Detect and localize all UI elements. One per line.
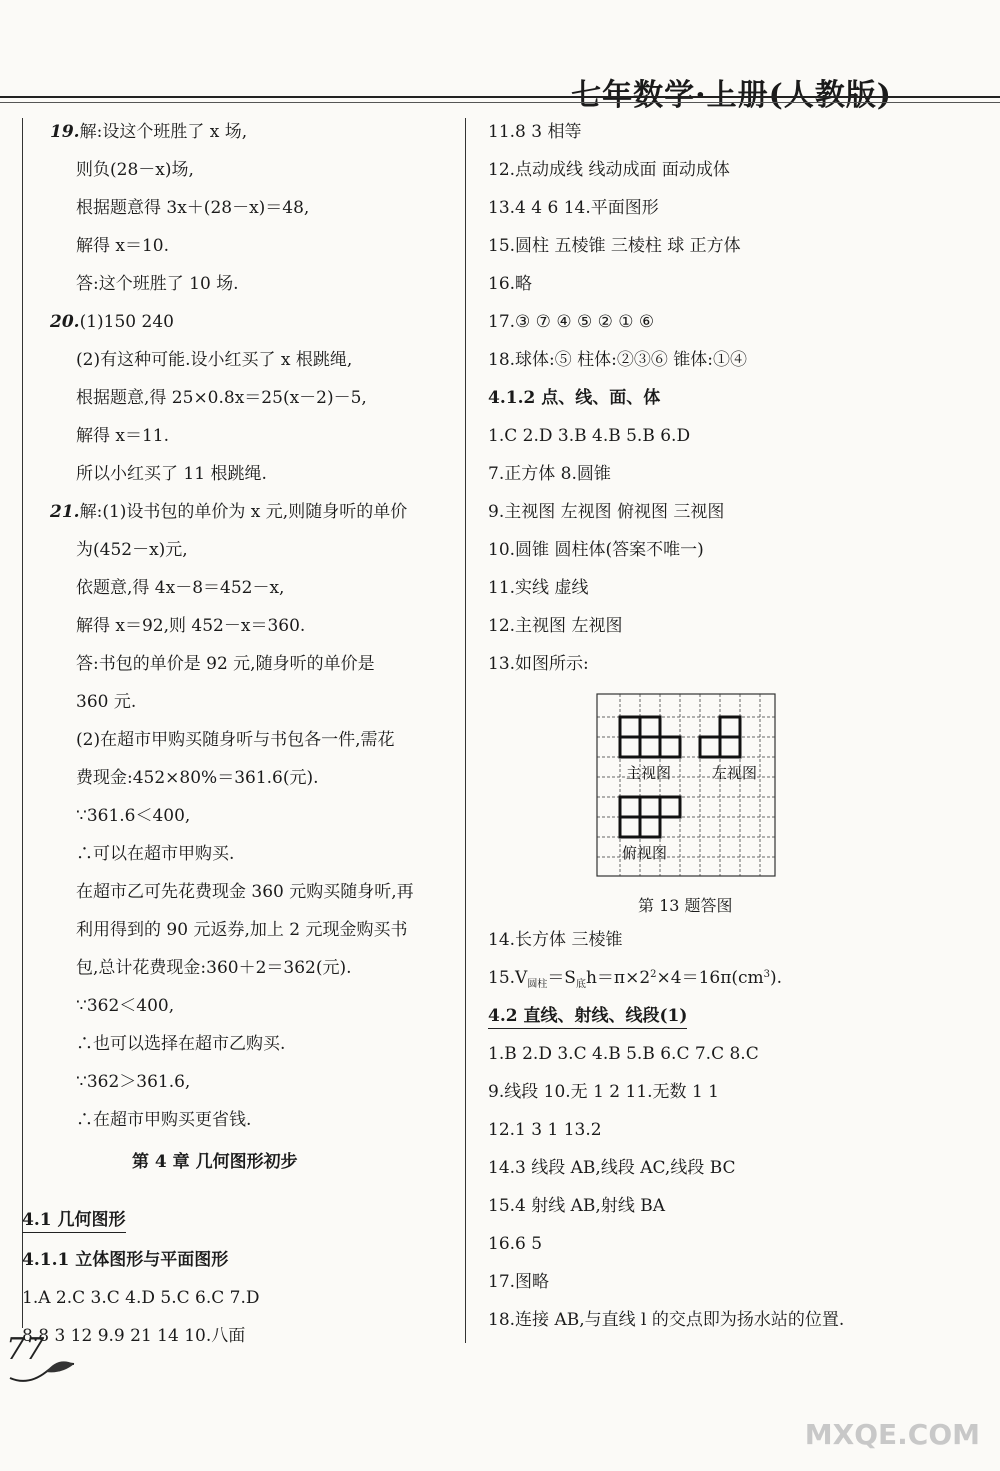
left-line: 答:这个班胜了 10 场.: [76, 274, 239, 294]
left-line: 19.解:设这个班胜了 x 场,: [50, 122, 248, 142]
left-line: 解得 x＝10.: [76, 236, 170, 256]
header-rule: [0, 96, 1000, 98]
left-line: ∴可以在超市甲购买.: [76, 844, 235, 864]
left-line: 依题意,得 4x－8＝452－x,: [76, 578, 285, 598]
left-line: 解得 x＝92,则 452－x＝360.: [76, 616, 306, 636]
answer-line: 13.如图所示:: [488, 654, 589, 674]
left-line: (2)有这种可能.设小红买了 x 根跳绳,: [76, 350, 353, 370]
answer-text: (1)150 240: [79, 312, 174, 332]
answer-line: 12.1 3 1 13.2: [488, 1120, 602, 1140]
section-4-1-1: 4.1.1 立体图形与平面图形: [22, 1250, 229, 1270]
left-line: 20.(1)150 240: [50, 312, 174, 332]
formula-tail: ×4＝16π(cm: [656, 968, 764, 988]
left-line: 包,总计花费现金:360＋2＝362(元).: [76, 958, 352, 978]
answer-line: 16.6 5: [488, 1234, 543, 1254]
answer-line: 12.点动成线 线动成面 面动成体: [488, 160, 730, 180]
side-view-shape: [700, 717, 740, 757]
formula-sup2: 3: [763, 969, 771, 980]
answer-line: 14.3 线段 AB,线段 AC,线段 BC: [488, 1158, 736, 1178]
left-line: 所以小红买了 11 根跳绳.: [76, 464, 267, 484]
page-number: 77: [6, 1332, 45, 1367]
question-number: 20: [50, 312, 74, 332]
formula-prefix: 15.V: [488, 968, 528, 988]
answer-line: 16.略: [488, 274, 533, 294]
left-line: 答:书包的单价是 92 元,随身听的单价是: [76, 654, 375, 674]
left-line: ∴也可以选择在超市乙购买.: [76, 1034, 286, 1054]
answer-line: 11.8 3 相等: [488, 122, 582, 142]
left-line: 则负(28－x)场,: [76, 160, 194, 180]
answer-15-formula: [488, 968, 782, 991]
answer-line: 15.4 射线 AB,射线 BA: [488, 1196, 666, 1216]
left-margin-rule: [22, 118, 23, 1328]
section-4-2-label: 4.2 直线、射线、线段(1): [488, 1006, 687, 1029]
label-top-view: 俯视图: [622, 844, 668, 862]
answer-line: 17.③ ⑦ ④ ⑤ ② ① ⑥: [488, 312, 655, 332]
figure-caption: 第 13 题答图: [638, 896, 733, 915]
answer-line: 1.A 2.C 3.C 4.D 5.C 6.C 7.D: [22, 1288, 260, 1308]
answer-text: 解:设这个班胜了 x 场,: [79, 122, 248, 142]
left-line: ∵362＜400,: [76, 996, 175, 1016]
answer-line: 15.圆柱 五棱锥 三棱柱 球 正方体: [488, 236, 741, 256]
answer-line: 10.圆锥 圆柱体(答案不唯一): [488, 540, 704, 560]
left-line: 在超市乙可先花费现金 360 元购买随身听,再: [76, 882, 414, 902]
left-line: 利用得到的 90 元返券,加上 2 元现金购买书: [76, 920, 408, 940]
section-4-1-label: 4.1 几何图形: [22, 1210, 126, 1233]
answer-line: 8.8 3 12 9.9 21 14 10.八面: [22, 1326, 246, 1346]
left-line: 21.解:(1)设书包的单价为 x 元,则随身听的单价: [50, 502, 408, 522]
watermark: MXQE.COM: [804, 1418, 980, 1451]
formula-mid: ＝S: [547, 968, 576, 988]
formula-sup: 2: [650, 969, 657, 980]
chapter-title: 第 4 章 几何图形初步: [132, 1152, 298, 1172]
formula-sub-cylinder: 圆柱: [527, 979, 548, 990]
left-line: (2)在超市甲购买随身听与书包各一件,需花: [76, 730, 395, 750]
answer-line: 1.C 2.D 3.B 4.B 5.B 6.D: [488, 426, 691, 446]
column-divider: [465, 118, 466, 1343]
formula-rest: h＝π×2: [585, 968, 651, 988]
left-line: ∴在超市甲购买更省钱.: [76, 1110, 252, 1130]
answer-line: 13.4 4 6 14.平面图形: [488, 198, 659, 218]
section-4-2: [488, 1006, 687, 1026]
answer-line: 1.B 2.D 3.C 4.B 5.B 6.C 7.C 8.C: [488, 1044, 759, 1064]
left-line: ∵362＞361.6,: [76, 1072, 191, 1092]
section-4-1: [22, 1210, 214, 1230]
answer-line: 14.长方体 三棱锥: [488, 930, 623, 950]
leaf-ornament-icon: [8, 1348, 78, 1388]
question-number: 19: [50, 122, 74, 142]
answer-line: 12.主视图 左视图: [488, 616, 623, 636]
answer-line: 18.连接 AB,与直线 l 的交点即为扬水站的位置.: [488, 1310, 845, 1330]
section-4-1-2: 4.1.2 点、线、面、体: [488, 388, 661, 408]
formula-sub-base: 底: [575, 979, 586, 990]
answer-line: 11.实线 虚线: [488, 578, 589, 598]
left-line: 为(452－x)元,: [76, 540, 188, 560]
left-line: ∵361.6＜400,: [76, 806, 191, 826]
answer-text: 解:(1)设书包的单价为 x 元,则随身听的单价: [79, 502, 408, 522]
answer-line: 7.正方体 8.圆锥: [488, 464, 611, 484]
answer-line: 9.线段 10.无 1 2 11.无数 1 1: [488, 1082, 719, 1102]
left-line: 费现金:452×80%＝361.6(元).: [76, 768, 319, 788]
left-line: 根据题意得 3x＋(28－x)＝48,: [76, 198, 310, 218]
formula-end: ).: [770, 968, 783, 988]
label-side-view: 左视图: [712, 764, 758, 782]
answer-line: 9.主视图 左视图 俯视图 三视图: [488, 502, 725, 522]
header-rule-thin: [0, 102, 1000, 103]
left-line: 360 元.: [76, 692, 137, 712]
answer-line: 17.图略: [488, 1272, 550, 1292]
top-view-shape: [620, 797, 680, 837]
label-front-view: 主视图: [626, 764, 672, 782]
left-line: 解得 x＝11.: [76, 426, 170, 446]
answer-line: 18.球体:⑤ 柱体:②③⑥ 锥体:①④: [488, 350, 748, 370]
left-line: 根据题意,得 25×0.8x＝25(x－2)－5,: [76, 388, 367, 408]
three-views-figure: [596, 693, 776, 877]
front-view-shape: [620, 717, 680, 757]
question-number: 21: [50, 502, 74, 522]
header-title: 七年数学·上册(人教版): [571, 78, 892, 113]
